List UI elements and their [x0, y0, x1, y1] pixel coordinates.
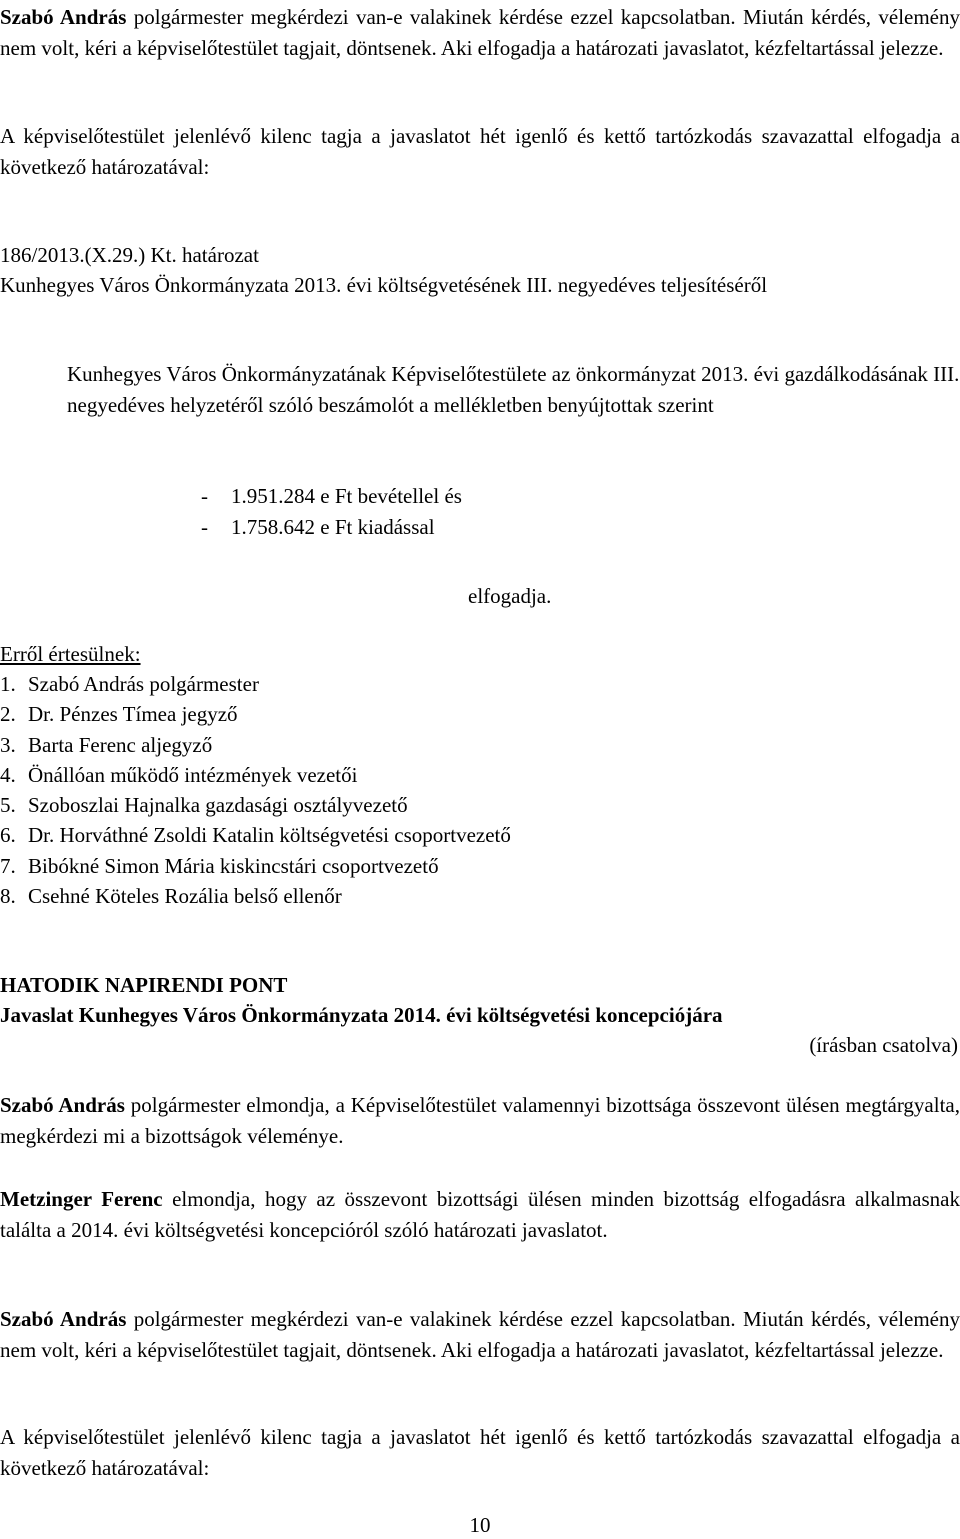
- recipients-list: [0, 669, 960, 911]
- speaker-name: Szabó András: [0, 5, 127, 29]
- paragraph-text: elmondja, hogy az összevont bizottsági ülésen minden bizottság elfogadásra alkalmasnak találta a 2014. évi költségvetési koncepcióról szóló határozati javaslatot.: [0, 1187, 960, 1242]
- resolution-number: 186/2013.(X.29.) Kt. határozat: [0, 243, 259, 267]
- paragraph-mayor-question: [0, 2, 960, 64]
- list-item: 4. Önállóan működő intézmények vezetői: [0, 762, 358, 787]
- list-item: 8. Csehné Köteles Rozália belső ellenőr: [0, 884, 342, 909]
- paragraph-mayor-opening: [0, 1090, 960, 1152]
- speaker-name: Metzinger Ferenc: [0, 1187, 163, 1211]
- paragraph-text: polgármester megkérdezi van-e valakinek kérdése ezzel kapcsolatban. Miután kérdés, vélemény nem volt, kéri a képviselőtestület tagjait, döntsenek. Aki elfogadja a határozati javaslatot, kézfeltartással jelezze.: [0, 5, 960, 60]
- resolution-body: Kunhegyes Város Önkormányzatának Képviselőtestülete az önkormányzat 2013. évi gazdálkodásának III. negyedéves helyzetéről szóló beszámolót a mellékletben benyújtottak szerint: [67, 362, 960, 417]
- speaker-name: Szabó András: [0, 1093, 125, 1117]
- list-item: 6. Dr. Horváthné Zsoldi Katalin költségvetési csoportvezető: [0, 823, 511, 848]
- agenda-subheading: Javaslat Kunhegyes Város Önkormányzata 2014. évi költségvetési koncepciójára: [0, 1003, 723, 1027]
- resolution-item-revenue: [201, 481, 462, 512]
- page-number: 10: [469, 1513, 491, 1537]
- list-item: 3. Barta Ferenc aljegyző: [0, 732, 213, 757]
- paragraph-committee-opinion: [0, 1184, 960, 1246]
- list-dash: -: [201, 484, 208, 508]
- paragraph-mayor-question-2: [0, 1304, 960, 1366]
- agenda-heading: HATODIK NAPIRENDI PONT: [0, 973, 288, 997]
- list-dash: -: [201, 515, 208, 539]
- revenue-amount: 1.951.284 e Ft bevétellel és: [231, 484, 462, 508]
- expense-amount: 1.758.642 e Ft kiadással: [231, 515, 435, 539]
- resolution-title: Kunhegyes Város Önkormányzata 2013. évi költségvetésének III. negyedéves teljesítéséről: [0, 273, 768, 297]
- list-item: 1. Szabó András polgármester: [0, 672, 259, 696]
- vote-statement: A képviselőtestület jelenlévő kilenc tagja a javaslatot hét igenlő és kettő tartózkodás szavazattal elfogadja a következő határozatával:: [0, 124, 960, 179]
- paragraph-text: polgármester elmondja, a Képviselőtestület valamennyi bizottsága összevont ülésen megtárgyalta, megkérdezi mi a bizottságok véleménye.: [0, 1093, 960, 1148]
- attachment-note: (írásban csatolva): [809, 1033, 958, 1057]
- list-item: 7. Bibókné Simon Mária kiskincstári csoportvezető: [0, 853, 439, 878]
- list-item: 5. Szoboszlai Hajnalka gazdasági osztályvezető: [0, 793, 408, 818]
- resolution-conclusion: elfogadja.: [468, 584, 552, 608]
- vote-statement-2: A képviselőtestület jelenlévő kilenc tagja a javaslatot hét igenlő és kettő tartózkodás szavazattal elfogadja a következő határozatával:: [0, 1425, 960, 1480]
- resolution-item-expense: [201, 512, 435, 543]
- list-item: 2. Dr. Pénzes Tímea jegyző: [0, 702, 238, 727]
- speaker-name: Szabó András: [0, 1307, 127, 1331]
- notify-heading: Erről értesülnek:: [0, 642, 141, 666]
- paragraph-text: polgármester megkérdezi van-e valakinek kérdése ezzel kapcsolatban. Miután kérdés, vélemény nem volt, kéri a képviselőtestület tagjait, döntsenek. Aki elfogadja a határozati javaslatot, kézfeltartással jelezze.: [0, 1307, 960, 1362]
